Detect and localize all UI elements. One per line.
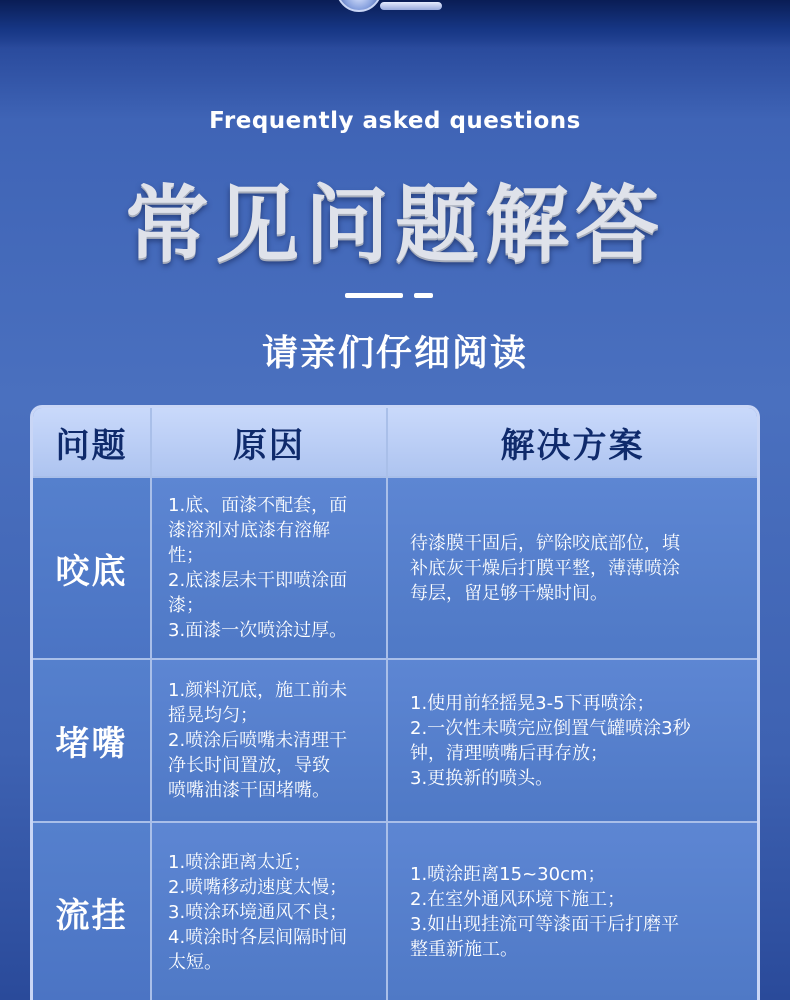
cause-cell (152, 660, 388, 823)
solution-line: 1.喷涂距离15~30cm； (410, 864, 606, 885)
cause-line: 2.底漆层未干即喷涂面 (168, 570, 348, 591)
divider-short (414, 293, 433, 298)
page-title: 常见问题解答 (124, 176, 665, 274)
solution-line: 2.一次性未喷完应倒置气罐喷涂3秒 (410, 717, 691, 739)
solution-cell (388, 823, 757, 1000)
header-problem: 问题 (33, 408, 152, 478)
solution-line: 整重新施工。 (410, 939, 518, 960)
cause-line: 3.面漆一次喷涂过厚。 (168, 620, 348, 641)
reading-hint: 请亲们仔细阅读 (261, 333, 528, 374)
cause-line: 漆溶剂对底漆有溶解 (168, 520, 330, 541)
cause-line: 1.底、面漆不配套，面 (168, 495, 348, 516)
cause-line: 3.喷涂环境通风不良； (168, 901, 348, 923)
solution-line: 钟，清理喷嘴后再存放； (410, 742, 608, 764)
faq-table (30, 405, 760, 1000)
cause-line: 漆； (168, 595, 204, 616)
solution-line: 3.如出现挂流可等漆面干后打磨平 (410, 914, 680, 935)
cause-line: 太短。 (168, 951, 222, 973)
cause-line: 4.喷涂时各层间隔时间 (168, 926, 348, 948)
cause-line: 1.颜料沉底，施工前未 (168, 680, 348, 701)
header-cause: 原因 (152, 408, 388, 478)
cause-line: 2.喷嘴移动速度太慢； (168, 876, 348, 898)
top-decorative-bar (380, 2, 442, 10)
english-subtitle: Frequently asked questions (209, 108, 581, 134)
solution-line: 3.更换新的喷头。 (410, 767, 554, 789)
solution-cell (388, 660, 757, 823)
faq-grid (33, 408, 757, 1000)
problem-cell: 堵嘴 (33, 660, 152, 823)
cause-line: 净长时间置放，导致 (168, 755, 330, 776)
problem-cell: 流挂 (33, 823, 152, 1000)
solution-line: 1.使用前轻摇晃3-5下再喷涂； (410, 692, 655, 714)
solution-line: 补底灰干燥后打膜平整，薄薄喷涂 (410, 557, 680, 579)
cause-line: 性； (168, 545, 204, 566)
divider-long (345, 293, 403, 298)
cause-line: 2.喷涂后喷嘴未清理干 (168, 730, 348, 751)
problem-cell: 咬底 (33, 478, 152, 660)
cause-line: 摇晃均匀； (168, 705, 258, 726)
cause-line: 1.喷涂距离太近； (168, 851, 312, 873)
header-solution: 解决方案 (388, 408, 757, 478)
solution-cell (388, 478, 757, 660)
cause-cell (152, 823, 388, 1000)
cause-cell (152, 478, 388, 660)
solution-line: 2.在室外通风环境下施工； (410, 889, 626, 910)
solution-line: 每层，留足够干燥时间。 (410, 582, 608, 604)
solution-line: 待漆膜干固后，铲除咬底部位，填 (410, 532, 680, 554)
cause-line: 喷嘴油漆干固堵嘴。 (168, 780, 330, 801)
